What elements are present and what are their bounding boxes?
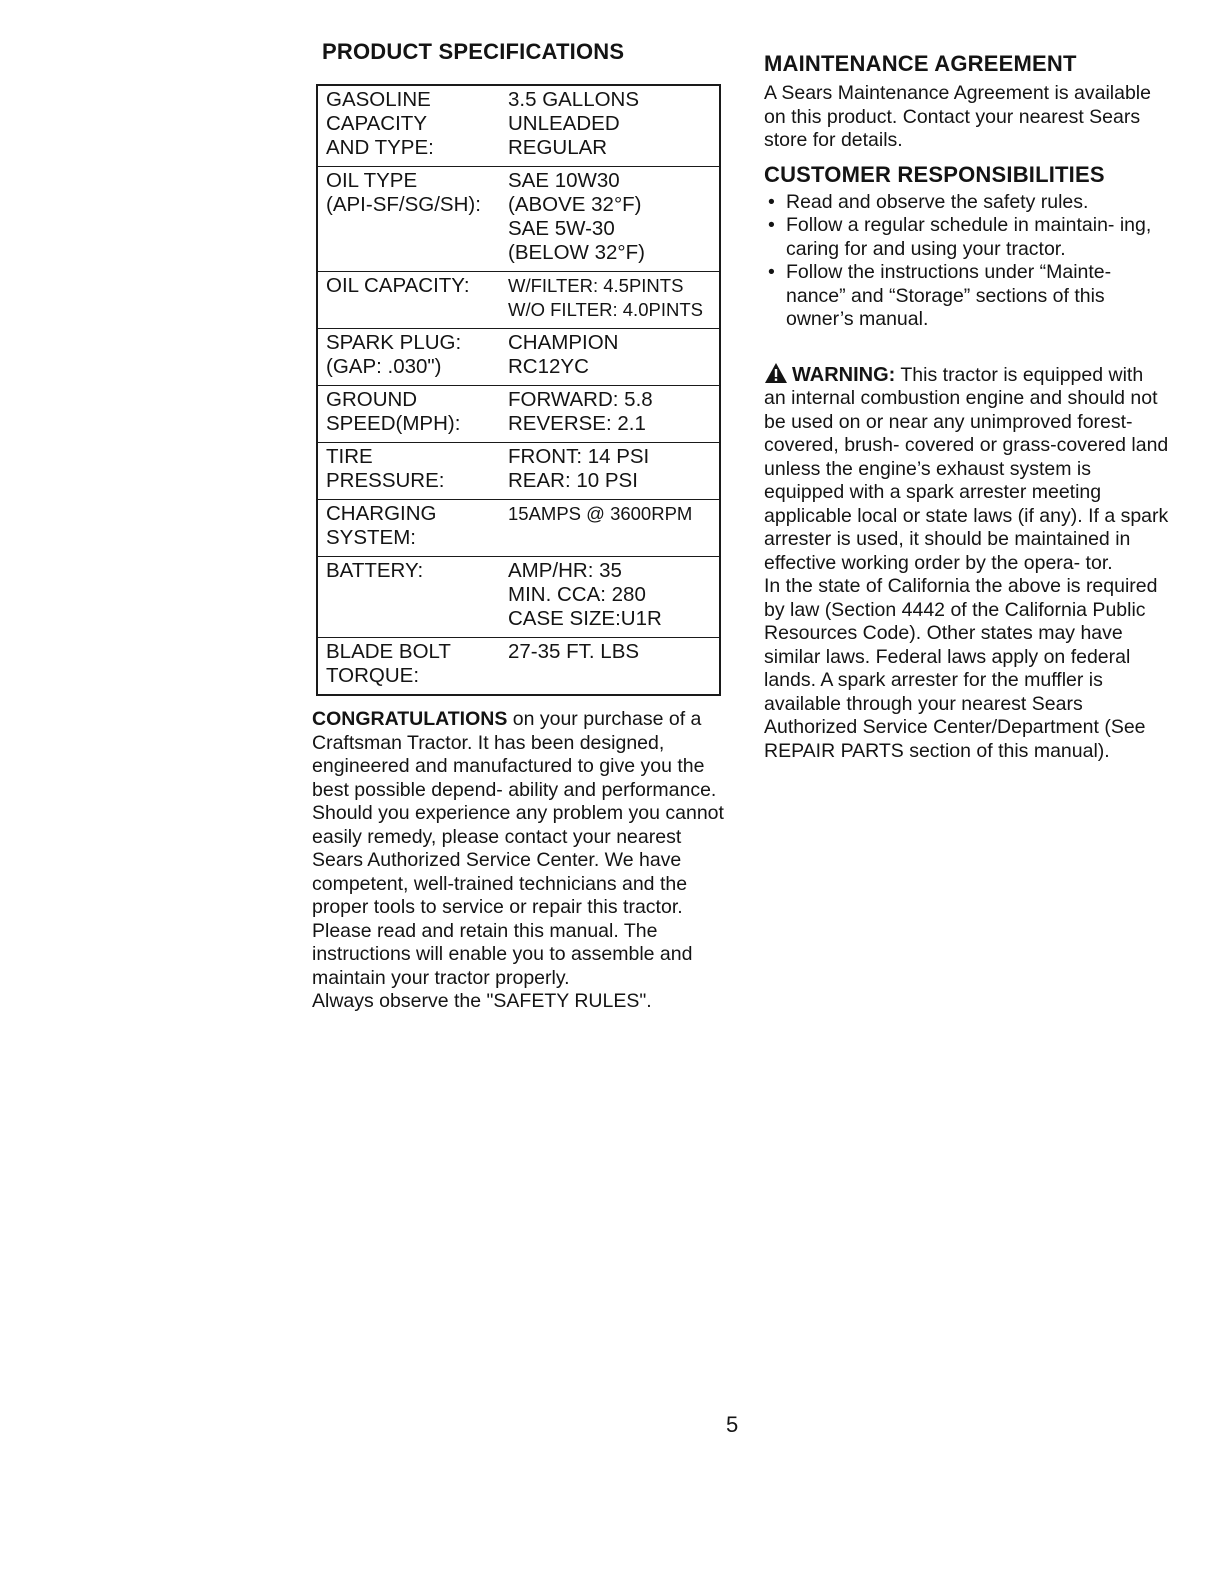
spec-label: GROUND SPEED(MPH):: [317, 386, 498, 443]
congratulations-text: on your purchase of a Craftsman Tractor. It has been designed, engineered and manufactured to give you the best possible depend- ability and performance.: [312, 708, 717, 801]
spec-label: BLADE BOLT TORQUE:: [317, 638, 498, 696]
list-item: • Read and observe the safety rules.: [764, 191, 1169, 215]
spec-label: BATTERY:: [317, 557, 498, 638]
customer-responsibilities-title: CUSTOMER RESPONSIBILITIES: [764, 161, 1105, 187]
right-column: [764, 50, 1169, 763]
problem-paragraph: Should you experience any problem you cannot easily remedy, please contact your nearest Sears Authorized Service Center. We have competent, well-trained technicians and the proper tools to service or repair this tractor.: [312, 802, 724, 918]
warning-text: This tractor is equipped with an internal combustion engine and should not be used on or near any unimproved forest-covered, brush- covered or grass-covered land unless the engine’s exhaust system is equipped with a spark arrester meeting applicable local or state laws (if any). If a spark arrester is used, it should be maintained in effective working order by the opera- tor.: [764, 363, 1169, 574]
spec-value: CHAMPION RC12YC: [498, 329, 720, 386]
maintenance-agreement-text: A Sears Maintenance Agreement is available on this product. Contact your nearest Sears store for details.: [764, 82, 1151, 151]
california-paragraph: In the state of California the above is required by law (Section 4442 of the California Public Resources Code). Other states may have similar laws. Federal laws apply on federal lands. A spark arrester for the muffler is available through your nearest Sears Authorized Service Center/Department (See REPAIR PARTS section of this manual).: [764, 575, 1158, 762]
list-item: • Follow a regular schedule in maintain- ing, caring for and using your tractor.: [764, 214, 1169, 261]
spec-value: W/FILTER: 4.5PINTS W/O FILTER: 4.0PINTS: [498, 272, 720, 329]
table-row: [317, 272, 720, 329]
warning-label: WARNING:: [792, 363, 896, 386]
spec-value: FORWARD: 5.8 REVERSE: 2.1: [498, 386, 720, 443]
spec-label: OIL TYPE (API-SF/SG/SH):: [317, 167, 498, 272]
table-row: [317, 500, 720, 557]
spec-value: AMP/HR: 35 MIN. CCA: 280 CASE SIZE:U1R: [498, 557, 720, 638]
spec-label: CHARGING SYSTEM:: [317, 500, 498, 557]
retain-manual-paragraph: Please read and retain this manual. The instructions will enable you to assemble and maintain your tractor properly.: [312, 919, 693, 989]
list-item: • Follow the instructions under “Mainte- nance” and “Storage” sections of this owner’s manual.: [764, 261, 1169, 332]
table-row: [317, 85, 720, 167]
spec-value: 3.5 GALLONS UNLEADED REGULAR: [508, 88, 640, 159]
spec-value: 27-35 FT. LBS: [498, 638, 720, 696]
congratulations-lead: CONGRATULATIONS: [312, 708, 508, 730]
table-row: [317, 386, 720, 443]
spec-label: OIL CAPACITY:: [317, 272, 498, 329]
warning-block: [764, 362, 1169, 764]
warning-triangle-icon: [764, 362, 788, 384]
safety-rules-paragraph: Always observe the "SAFETY RULES".: [312, 990, 652, 1012]
spec-value: 15AMPS @ 3600RPM: [498, 500, 720, 557]
responsibilities-list: [764, 191, 1169, 332]
spec-value: FRONT: 14 PSI REAR: 10 PSI: [498, 443, 720, 500]
specifications-table-body: [317, 85, 720, 695]
spec-label: TIRE PRESSURE:: [317, 443, 498, 500]
spec-label: GASOLINE CAPACITY AND TYPE:: [326, 88, 434, 159]
congratulations-paragraph: [312, 708, 724, 802]
spec-value: SAE 10W30 (ABOVE 32°F) SAE 5W-30 (BELOW 32°F): [498, 167, 720, 272]
spec-label: SPARK PLUG: (GAP: .030"): [317, 329, 498, 386]
specifications-table: [316, 84, 721, 696]
table-row: [317, 443, 720, 500]
table-row: [317, 557, 720, 638]
left-column: [312, 38, 724, 1014]
product-specifications-title: PRODUCT SPECIFICATIONS: [322, 39, 625, 64]
page-number: 5: [726, 1412, 739, 1437]
table-row: [317, 638, 720, 696]
table-row: [317, 329, 720, 386]
table-row: [317, 167, 720, 272]
maintenance-agreement-title: MAINTENANCE AGREEMENT: [764, 51, 1077, 76]
warning-paragraph: [764, 362, 1169, 576]
